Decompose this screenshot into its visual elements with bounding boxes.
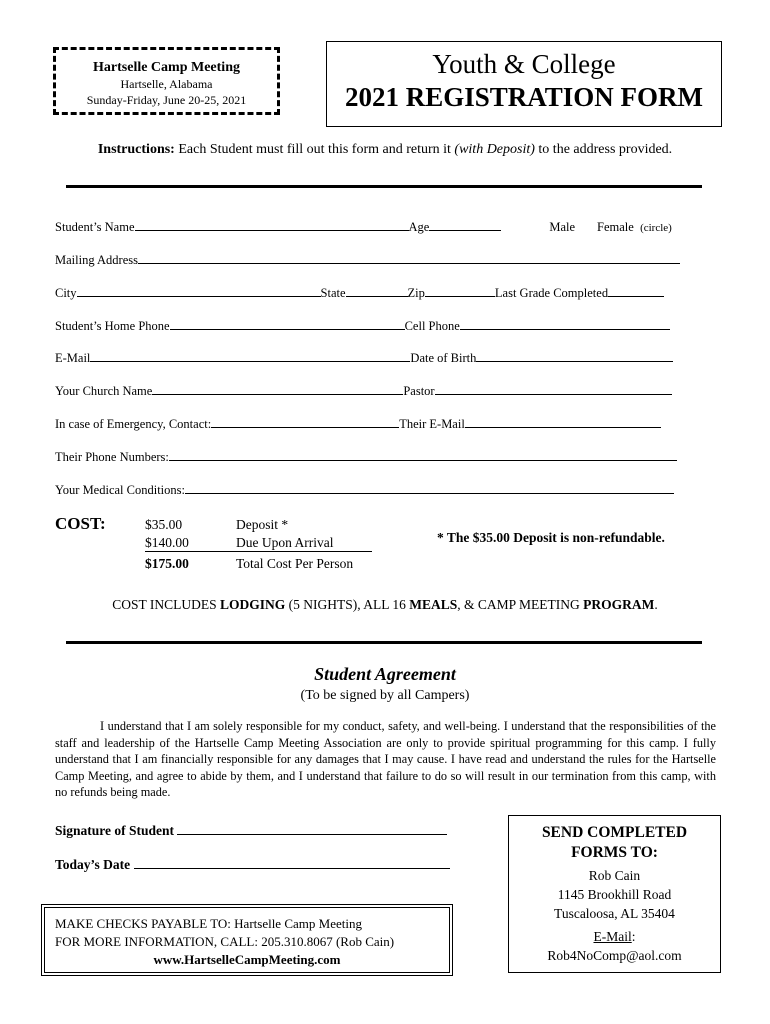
- send-city: Tuscaloosa, AL 35404: [554, 906, 675, 921]
- website-link[interactable]: www.HartselleCampMeeting.com: [153, 952, 341, 967]
- home-phone-field[interactable]: [170, 317, 405, 330]
- their-email-field[interactable]: [465, 415, 661, 428]
- male-option[interactable]: Male: [549, 220, 576, 234]
- row-medical: [55, 481, 674, 498]
- city-label: City: [55, 286, 77, 300]
- instructions-text-2: to the address provided.: [534, 142, 673, 157]
- form-title: 2021 REGISTRATION FORM: [344, 82, 704, 112]
- cost-amount-total: $175.00: [145, 556, 189, 571]
- payment-info-box: [41, 904, 453, 976]
- instructions-italic: (with Deposit): [454, 142, 535, 157]
- send-heading-1: SEND COMPLETED: [541, 824, 688, 841]
- cost-label: COST:: [55, 514, 106, 533]
- date-field[interactable]: [134, 856, 450, 869]
- includes-text-2: (5 NIGHTS), ALL 16: [285, 597, 410, 612]
- send-email-colon: :: [631, 929, 636, 944]
- emergency-field[interactable]: [211, 415, 399, 428]
- city-field[interactable]: [77, 284, 321, 297]
- row-their-phone: [55, 448, 677, 465]
- medical-field[interactable]: [185, 481, 674, 494]
- pastor-field[interactable]: [435, 382, 672, 395]
- state-label: State: [320, 286, 346, 300]
- instructions: [0, 142, 770, 158]
- includes-text-3: , & CAMP MEETING: [457, 597, 584, 612]
- cost-includes: [0, 597, 770, 613]
- camp-info-box: [53, 47, 280, 115]
- church-field[interactable]: [152, 382, 403, 395]
- student-name-field[interactable]: [135, 218, 409, 231]
- row-phones: [55, 317, 670, 334]
- row-mailing-address: [55, 251, 680, 268]
- age-label: Age: [408, 220, 430, 234]
- mailing-address-label: Mailing Address: [55, 253, 138, 267]
- their-phone-label: Their Phone Numbers:: [55, 450, 169, 464]
- send-email-label: E-Mail: [593, 929, 632, 944]
- church-label: Your Church Name: [55, 384, 153, 398]
- agreement-body: I understand that I am solely responsible for my conduct, safety, and well-being. I understand that the responsibilities of the staff and leadership of the Hartselle Camp Meeting Association are only to provide spiritual programming for this camp. I fully understand that I am financially responsible for any damages that I may cause. I have read and understand the rules for the Hartselle Camp Meeting, and agree to abide by them, and I understand that failure to do so will result in our termination from this camp, with no refunds being made.: [55, 719, 716, 799]
- cell-phone-field[interactable]: [460, 317, 670, 330]
- row-email-dob: [55, 349, 673, 366]
- more-info-phone: FOR MORE INFORMATION, CALL: 205.310.8067 (Rob Cain): [55, 934, 395, 949]
- row-student-name: [55, 218, 672, 235]
- send-email[interactable]: Rob4NoComp@aol.com: [547, 948, 682, 963]
- age-field[interactable]: [429, 218, 501, 231]
- row-church-pastor: [55, 382, 672, 399]
- email-label: E-Mail: [55, 351, 91, 365]
- dob-field[interactable]: [476, 349, 673, 362]
- mailing-address-field[interactable]: [138, 251, 680, 264]
- signature-field[interactable]: [177, 822, 447, 835]
- cost-desc-total: Total Cost Per Person: [236, 556, 354, 571]
- form-title-box: [326, 41, 722, 127]
- signature-row: [55, 822, 447, 839]
- last-grade-field[interactable]: [608, 284, 664, 297]
- agreement-subtitle: (To be signed by all Campers): [300, 688, 470, 703]
- their-email-label: Their E-Mail: [399, 417, 465, 431]
- send-street: 1145 Brookhill Road: [557, 887, 672, 902]
- deposit-note: * The $35.00 Deposit is non-refundable.: [437, 530, 665, 545]
- includes-lodging: LODGING: [219, 597, 286, 612]
- medical-label: Your Medical Conditions:: [55, 483, 185, 497]
- female-option[interactable]: Female: [597, 220, 634, 234]
- includes-text-4: .: [654, 597, 658, 612]
- signature-label: Signature of Student: [55, 823, 175, 838]
- agreement-title: Student Agreement: [314, 664, 456, 684]
- divider-top: [66, 185, 702, 188]
- camp-location: Hartselle, Alabama: [120, 77, 213, 91]
- camp-dates: Sunday-Friday, June 20-25, 2021: [86, 93, 247, 107]
- cell-phone-label: Cell Phone: [404, 319, 460, 333]
- cost-amount-arrival: $140.00: [145, 534, 222, 552]
- form-subtitle: Youth & College: [432, 49, 616, 79]
- cost-desc-arrival: Due Upon Arrival: [222, 534, 372, 552]
- send-heading-2: FORMS TO:: [571, 844, 658, 861]
- dob-label: Date of Birth: [410, 351, 477, 365]
- zip-label: Zip: [407, 286, 425, 300]
- pastor-label: Pastor: [403, 384, 435, 398]
- home-phone-label: Student’s Home Phone: [55, 319, 170, 333]
- state-field[interactable]: [346, 284, 408, 297]
- their-phone-field[interactable]: [169, 448, 677, 461]
- date-label: Today’s Date: [55, 857, 131, 872]
- date-row: [55, 856, 450, 873]
- emergency-label: In case of Emergency, Contact:: [55, 417, 212, 431]
- row-city-state-zip: [55, 284, 664, 301]
- checks-payable: MAKE CHECKS PAYABLE TO: Hartselle Camp Meeting: [55, 916, 362, 931]
- last-grade-label: Last Grade Completed: [494, 286, 609, 300]
- row-emergency: [55, 415, 661, 432]
- includes-program: PROGRAM: [583, 597, 655, 612]
- cost-amounts: [145, 515, 222, 573]
- circle-hint: (circle): [640, 222, 672, 234]
- instructions-label: Instructions:: [97, 142, 175, 157]
- includes-meals: MEALS: [409, 597, 458, 612]
- cost-descriptions: [222, 515, 372, 573]
- send-name: Rob Cain: [588, 868, 641, 883]
- cost-amount-deposit: $35.00: [145, 517, 183, 532]
- includes-text-1: COST INCLUDES: [112, 597, 220, 612]
- camp-name: Hartselle Camp Meeting: [93, 60, 240, 75]
- zip-field[interactable]: [425, 284, 495, 297]
- divider-middle: [66, 641, 702, 644]
- email-field[interactable]: [90, 349, 410, 362]
- send-forms-box: [508, 815, 721, 973]
- student-name-label: Student’s Name: [55, 220, 135, 234]
- cost-desc-deposit: Deposit *: [236, 517, 289, 532]
- instructions-text-1: Each Student must fill out this form and return it: [174, 142, 455, 157]
